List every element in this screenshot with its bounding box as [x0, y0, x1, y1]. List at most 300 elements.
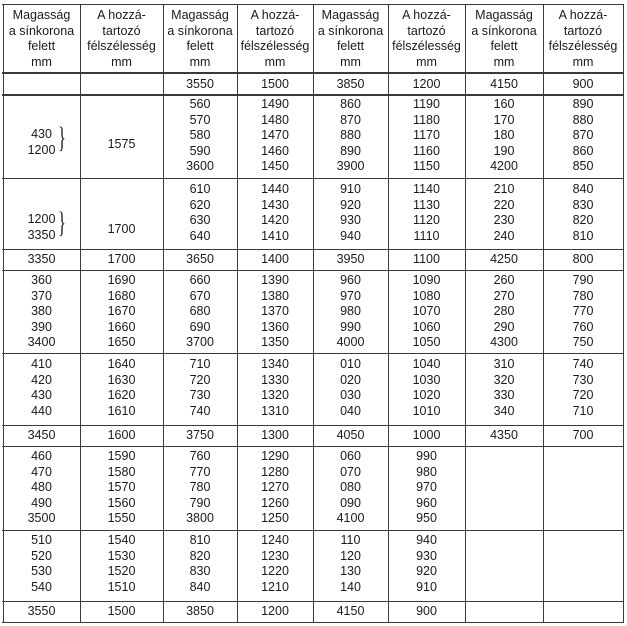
table-cell-value: 3500 [27, 511, 56, 525]
table-cell-value: 1060 [412, 319, 441, 334]
table-cell-value: 750 [572, 335, 594, 349]
column-header-line: Magasság [12, 8, 71, 22]
table-cell-value: 1280 [261, 464, 289, 479]
table-cell-value: 1050 [412, 335, 441, 349]
table-cell-value: 870 [340, 112, 361, 127]
column-header-line: A hozzá- [97, 8, 146, 22]
column-header [543, 8, 623, 68]
table-cell-value: 3350 [27, 227, 56, 242]
table-cell-value: 1260 [261, 495, 289, 510]
table-cell-value: 1670 [107, 304, 136, 318]
table-cell-group [388, 273, 465, 351]
table-cell-value: 020 [340, 372, 361, 387]
table-horizontal-rule [2, 178, 624, 179]
table-cell-value: 4150 [490, 77, 518, 91]
table-cell-value: 210 [493, 182, 515, 196]
table-cell-value: 1100 [413, 252, 440, 266]
column-header-line: Magasság [171, 8, 229, 22]
table-cell-value: 720 [189, 372, 211, 387]
table-cell-value: 1430 [261, 197, 289, 212]
table-cell-group [388, 604, 465, 620]
table-cell-value: 370 [31, 288, 52, 303]
table-cell-group [543, 273, 623, 351]
table-cell-value: 180 [493, 128, 515, 142]
table-cell-value: 740 [572, 357, 594, 371]
table-cell-group [80, 428, 163, 444]
column-header-line: tartozó [407, 23, 446, 38]
column-header-line: felett [490, 39, 518, 53]
table-cell-value: 1200 [27, 142, 56, 157]
table-cell-value: 1040 [412, 357, 441, 371]
table-cell-group [237, 77, 313, 93]
range-brace-icon: } [58, 206, 66, 239]
table-cell-group [163, 252, 237, 268]
table-cell-group [388, 357, 465, 419]
table-cell-value: 1480 [261, 112, 289, 127]
table-cell-value: 860 [572, 143, 594, 158]
table-cell-group [163, 604, 237, 620]
table-cell-value: 1570 [107, 480, 136, 494]
table-cell-value: 360 [31, 273, 52, 287]
table-cell-value: 1030 [412, 372, 441, 387]
table-cell-group [80, 357, 163, 419]
table-cell-value: 1250 [261, 511, 289, 525]
table-cell-group [465, 428, 543, 444]
table-cell-value: 390 [31, 319, 52, 334]
table-cell-value: 990 [416, 449, 437, 463]
table-cell-group [237, 428, 313, 444]
table-cell-value: 070 [340, 464, 361, 479]
table-cell-value: 080 [340, 480, 361, 494]
table-horizontal-rule [2, 4, 624, 5]
table-cell-value: 1560 [107, 495, 136, 510]
table-cell-value: 3550 [186, 77, 214, 91]
column-header-line: mm [189, 54, 211, 69]
column-header [237, 8, 313, 68]
table-cell-value: 1470 [261, 128, 289, 142]
table-cell-value: 3750 [186, 428, 214, 442]
table-cell-group [80, 533, 163, 595]
table-cell-value: 970 [340, 288, 361, 303]
column-header-line: felett [27, 39, 56, 53]
table-cell-value: 730 [189, 388, 211, 402]
table-cell-value: 1090 [412, 273, 441, 287]
table-cell-value: 980 [416, 464, 437, 479]
table-cell-group [313, 252, 388, 268]
table-cell-value: 030 [340, 388, 361, 402]
table-cell-value: 720 [572, 388, 594, 402]
table-cell-value: 960 [340, 273, 361, 287]
table-cell-value: 1590 [107, 449, 136, 463]
table-cell-group [163, 97, 237, 175]
table-horizontal-rule [2, 425, 624, 426]
table-cell-value: 1080 [412, 288, 441, 303]
column-header [388, 8, 465, 68]
table-cell-value: 880 [572, 112, 594, 127]
table-cell-value: 1540 [107, 533, 136, 547]
table-cell-value: 800 [572, 252, 594, 266]
table-cell-value: 820 [189, 548, 211, 563]
table-cell-value: 630 [189, 213, 211, 227]
table-cell-value: 1360 [261, 319, 289, 334]
table-cell-group [3, 357, 80, 419]
table-cell-value: 3600 [186, 159, 214, 173]
table-cell-value: 3800 [186, 511, 214, 525]
table-cell-value: 260 [493, 273, 515, 287]
table-cell-value: 1390 [261, 273, 289, 287]
table-cell-value: 900 [572, 77, 594, 91]
table-cell-value: 380 [31, 304, 52, 318]
table-cell-group [3, 127, 80, 158]
table-cell-value: 3950 [336, 252, 365, 266]
column-header-line: Magasság [321, 8, 380, 22]
table-cell-value: 4100 [336, 511, 365, 525]
table-cell-value: 320 [493, 372, 515, 387]
table-cell-group [3, 428, 80, 444]
table-cell-value: 710 [572, 403, 594, 418]
column-header-line: félszélesség [87, 39, 156, 53]
table-cell-value: 740 [189, 403, 211, 418]
table-cell-group [163, 182, 237, 244]
table-cell-value: 1450 [261, 159, 289, 173]
column-header-line: mm [493, 54, 515, 69]
table-cell-value: 1460 [261, 143, 289, 158]
table-cell-value: 530 [31, 564, 52, 578]
table-cell-value: 950 [416, 511, 437, 525]
table-cell-value: 790 [189, 495, 211, 510]
table-cell-value: 410 [31, 357, 52, 371]
table-cell-value: 1010 [412, 403, 441, 418]
table-cell-value: 770 [572, 304, 594, 318]
table-cell-value: 1200 [412, 77, 441, 91]
table-cell-value: 1240 [261, 533, 289, 547]
table-cell-value: 610 [189, 182, 211, 196]
table-cell-value: 710 [189, 357, 211, 371]
table-cell-value: 920 [416, 564, 437, 578]
table-cell-value: 3900 [336, 159, 365, 173]
table-cell-group [465, 182, 543, 244]
table-cell-value: 130 [340, 564, 361, 578]
table-cell-value: 3850 [336, 77, 365, 91]
table-cell-value: 4300 [490, 335, 518, 349]
table-cell-value: 280 [493, 304, 515, 318]
table-cell-value: 470 [31, 464, 52, 479]
table-cell-value: 240 [493, 228, 515, 243]
table-cell-value: 960 [416, 495, 437, 510]
column-header-line: félszélesség [392, 39, 461, 53]
table-cell-group [543, 77, 623, 93]
column-header-line: A hozzá- [402, 8, 451, 22]
table-cell-value: 1210 [261, 579, 289, 594]
table-cell-group [3, 604, 80, 620]
table-cell-group [237, 533, 313, 595]
table-cell-value: 640 [189, 228, 211, 243]
table-cell-value: 680 [189, 304, 211, 318]
table-cell-value: 890 [340, 143, 361, 158]
column-header [163, 8, 237, 68]
table-cell-value: 660 [189, 273, 211, 287]
table-cell-value: 3550 [27, 604, 56, 618]
table-cell-value: 3650 [186, 252, 214, 266]
table-cell-value: 340 [493, 403, 515, 418]
table-cell-value: 1520 [107, 564, 136, 578]
table-cell-group [313, 604, 388, 620]
table-cell-value: 620 [189, 197, 211, 212]
column-header-line: a sínkorona [471, 23, 537, 38]
table-cell-group [3, 212, 80, 243]
table-cell-group [163, 449, 237, 527]
table-cell-value: 1610 [107, 403, 136, 418]
table-cell-group [80, 449, 163, 527]
table-cell-value: 1140 [413, 182, 440, 196]
table-cell-value: 1530 [107, 548, 136, 563]
table-cell-value: 1550 [107, 511, 136, 525]
column-header-line: mm [416, 54, 437, 69]
column-header-line: felett [336, 39, 365, 53]
table-cell-value: 1150 [413, 159, 440, 173]
table-cell-value: 3400 [27, 335, 56, 349]
table-cell-group [163, 428, 237, 444]
table-cell-value: 170 [493, 112, 515, 127]
table-cell-value: 1180 [413, 112, 440, 127]
table-cell-group [163, 533, 237, 595]
table-cell-value: 1680 [107, 288, 136, 303]
range-brace-icon: } [58, 121, 66, 154]
table-cell-group [465, 97, 543, 175]
table-cell-group [313, 428, 388, 444]
table-cell-value: 1160 [413, 143, 440, 158]
table-cell-value: 1510 [107, 579, 136, 594]
table-horizontal-rule [2, 94, 624, 96]
table-cell-value: 590 [189, 143, 211, 158]
column-header [3, 8, 80, 68]
table-cell-value: 1700 [107, 222, 136, 236]
table-cell-value: 980 [340, 304, 361, 318]
column-header-line: a sínkorona [167, 23, 233, 38]
table-cell-value: 940 [416, 533, 437, 547]
column-header-line: mm [264, 54, 286, 69]
table-cell-group [465, 252, 543, 268]
column-header [313, 8, 388, 68]
table-horizontal-rule [2, 446, 624, 447]
table-cell-group [543, 428, 623, 444]
table-cell-group [313, 182, 388, 244]
column-header-line: felett [186, 39, 214, 53]
table-cell-value: 790 [572, 273, 594, 287]
table-horizontal-rule [2, 530, 624, 531]
table-cell-group [388, 428, 465, 444]
table-cell-value: 830 [572, 197, 594, 212]
table-cell-value: 900 [416, 604, 437, 618]
table-cell-value: 490 [31, 495, 52, 510]
table-cell-group [313, 97, 388, 175]
table-cell-value: 890 [572, 97, 594, 111]
table-cell-group [80, 273, 163, 351]
table-cell-value: 4350 [490, 428, 518, 442]
table-cell-value: 3450 [27, 428, 56, 442]
column-header-line: mm [31, 54, 52, 69]
table-cell-value: 690 [189, 319, 211, 334]
table-cell-group [543, 182, 623, 244]
table-cell-value: 1330 [261, 372, 289, 387]
table-cell-value: 1660 [107, 319, 136, 334]
table-cell-value: 860 [340, 97, 361, 111]
table-cell-value: 1200 [27, 212, 56, 226]
table-cell-value: 1130 [413, 197, 440, 212]
table-cell-value: 4150 [336, 604, 365, 618]
table-cell-value: 810 [572, 228, 594, 243]
column-header-line: félszélesség [548, 39, 618, 53]
table-cell-value: 1400 [261, 252, 289, 266]
table-cell-group [3, 273, 80, 351]
table-cell-value: 440 [31, 403, 52, 418]
table-cell-group [237, 252, 313, 268]
table-cell-value: 570 [189, 112, 211, 127]
table-cell-value: 4050 [336, 428, 365, 442]
table-cell-value: 810 [189, 533, 211, 547]
table-cell-value: 1370 [261, 304, 289, 318]
table-cell-value: 670 [189, 288, 211, 303]
table-cell-group [388, 182, 465, 244]
table-cell-value: 520 [31, 548, 52, 563]
table-cell-value: 460 [31, 449, 52, 463]
column-header-line: félszélesség [240, 39, 310, 53]
table-cell-value: 220 [493, 197, 515, 212]
table-cell-value: 1300 [261, 428, 289, 442]
table-cell-group [3, 449, 80, 527]
table-cell-value: 910 [416, 579, 437, 594]
column-header-line: A hozzá- [558, 8, 608, 22]
table-cell-group [237, 273, 313, 351]
table-cell-value: 1000 [412, 428, 441, 442]
table-cell-value: 4200 [490, 159, 518, 173]
table-horizontal-rule [2, 353, 624, 354]
table-horizontal-rule [2, 270, 624, 271]
column-header-line: tartozó [102, 23, 141, 38]
table-cell-group [237, 357, 313, 419]
table-cell-value: 990 [340, 319, 361, 334]
table-cell-value: 1580 [107, 464, 136, 479]
table-cell-value: 120 [340, 548, 361, 563]
table-cell-value: 270 [493, 288, 515, 303]
table-cell-value: 780 [189, 480, 211, 494]
table-cell-value: 1320 [261, 388, 289, 402]
table-cell-group [3, 533, 80, 595]
table-cell-group [465, 77, 543, 93]
table-cell-value: 290 [493, 319, 515, 334]
table-cell-value: 1640 [107, 357, 136, 371]
table-cell-value: 970 [416, 480, 437, 494]
table-cell-value: 540 [31, 579, 52, 594]
table-cell-value: 1650 [107, 335, 136, 349]
table-cell-group [543, 357, 623, 419]
table-cell-value: 190 [493, 143, 515, 158]
table-cell-value: 4250 [490, 252, 518, 266]
table-cell-value: 1500 [107, 604, 136, 618]
table-cell-group [3, 252, 80, 268]
table-cell-group [237, 604, 313, 620]
table-cell-group [313, 449, 388, 527]
table-cell-value: 920 [340, 197, 361, 212]
table-cell-value: 850 [572, 159, 594, 173]
column-header-line: tartozó [255, 23, 295, 38]
table-cell-value: 760 [572, 319, 594, 334]
table-cell-value: 4000 [336, 335, 365, 349]
table-cell-value: 1020 [412, 388, 441, 402]
table-cell-value: 1190 [413, 97, 440, 111]
table-cell-value: 700 [572, 428, 594, 442]
table-cell-value: 840 [572, 182, 594, 196]
table-cell-value: 1350 [261, 335, 289, 349]
table-cell-value: 1490 [261, 97, 289, 111]
table-horizontal-rule [2, 72, 624, 74]
table-cell-value: 930 [416, 548, 437, 563]
table-cell-value: 820 [572, 213, 594, 227]
table-cell-value: 580 [189, 128, 211, 142]
column-header-line: Magasság [475, 8, 533, 22]
table-cell-value: 1500 [261, 77, 289, 91]
table-cell-value: 110 [340, 533, 361, 547]
table-cell-group [237, 449, 313, 527]
table-cell-value: 1420 [261, 213, 289, 227]
table-cell-value: 840 [189, 579, 211, 594]
table-cell-value: 1575 [107, 137, 136, 151]
table-cell-value: 1440 [261, 182, 289, 196]
table-cell-group [163, 273, 237, 351]
table-cell-value: 880 [340, 128, 361, 142]
table-cell-value: 3850 [186, 604, 214, 618]
table-cell-group [388, 449, 465, 527]
table-cell-value: 760 [189, 449, 211, 463]
table-cell-value: 780 [572, 288, 594, 303]
table-horizontal-rule [2, 601, 624, 602]
table-cell-group [313, 273, 388, 351]
table-cell-value: 1600 [107, 428, 136, 442]
table-cell-value: 1410 [261, 228, 289, 243]
table-cell-value: 1270 [261, 480, 289, 494]
table-cell-group [80, 222, 163, 238]
table-cell-value: 160 [493, 97, 515, 111]
table-cell-value: 1220 [261, 564, 289, 578]
table-cell-group [543, 97, 623, 175]
table-cell-value: 3700 [186, 335, 214, 349]
table-cell-value: 940 [340, 228, 361, 243]
table-cell-value: 1230 [261, 548, 289, 563]
column-header-line: mm [572, 54, 594, 69]
table-cell-group [465, 273, 543, 351]
column-header-line: mm [111, 54, 132, 69]
column-header-line: a sínkorona [317, 23, 384, 38]
table-cell-value: 430 [31, 388, 52, 402]
table-cell-value: 040 [340, 403, 361, 418]
table-cell-group [388, 252, 465, 268]
column-header-line: mm [340, 54, 361, 69]
table-cell-group [313, 357, 388, 419]
table-cell-value: 310 [493, 357, 515, 371]
table-cell-value: 910 [340, 182, 361, 196]
table-cell-value: 3350 [27, 252, 56, 266]
table-cell-group [80, 604, 163, 620]
table-cell-value: 090 [340, 495, 361, 510]
table-cell-group [465, 357, 543, 419]
table-cell-group [163, 77, 237, 93]
table-cell-value: 420 [31, 372, 52, 387]
table-cell-group [237, 182, 313, 244]
column-header-line: tartozó [563, 23, 603, 38]
table-cell-value: 930 [340, 213, 361, 227]
column-header-line: a sínkorona [8, 23, 75, 38]
table-cell-value: 1630 [107, 372, 136, 387]
